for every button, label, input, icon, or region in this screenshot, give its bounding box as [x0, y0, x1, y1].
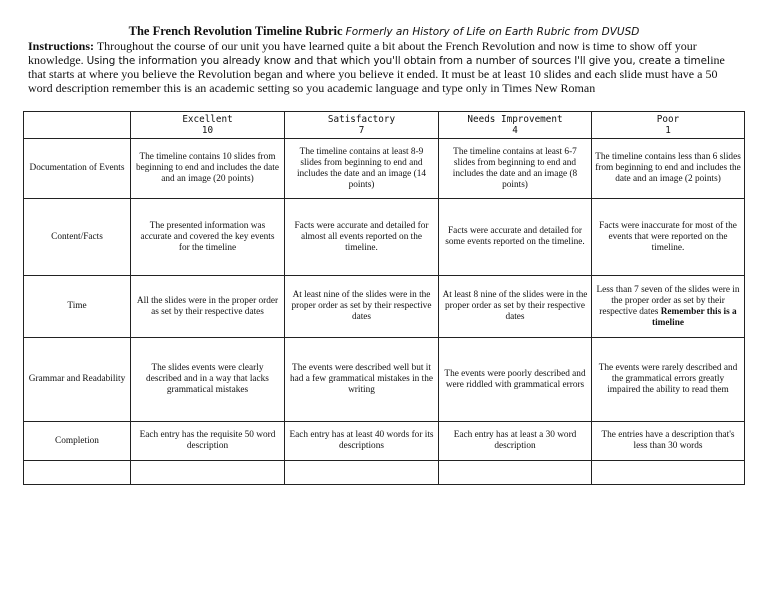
criterion-content-facts: Content/Facts [24, 199, 131, 276]
rubric-cell: Facts were inaccurate for most of the events that were reported on the timeline. [592, 199, 745, 276]
rubric-cell: Each entry has at least a 30 word description [439, 422, 592, 461]
column-label: Excellent [182, 114, 233, 125]
rubric-cell: All the slides were in the proper order as set by their respective dates [131, 276, 285, 338]
table-row [24, 139, 745, 199]
instructions-text-2: line that starts at where you believe the Revolution began and where you believe it ended. It must be at least 10 slides and each slide must have a 50 word description remember this is an academic setting so you academic language and type only in Times New Roman [28, 52, 725, 95]
column-label: Needs Improvement [467, 114, 563, 125]
rubric-cell: The timeline contains at least 8-9 slides from beginning to end and includes the date and an image (14 points) [285, 139, 439, 199]
title-line [0, 23, 768, 40]
column-label: Satisfactory [327, 114, 396, 125]
column-header-poor [592, 112, 745, 139]
rubric-cell: Each entry has at least 40 words for its descriptions [285, 422, 439, 461]
criterion-documentation: Documentation of Events [24, 139, 131, 199]
table-row [24, 422, 745, 461]
page-title: The French Revolution Timeline Rubric [128, 24, 343, 38]
table-row [24, 276, 745, 338]
instructions [28, 40, 744, 95]
table-row [24, 338, 745, 422]
column-header-excellent [131, 112, 285, 139]
rubric-cell: The events were described well but it had a few grammatical mistakes in the writing [285, 338, 439, 422]
rubric-cell: The entries have a description that's less than 30 words [592, 422, 745, 461]
rubric-cell: The timeline contains at least 6-7 slides from beginning to end and includes the date and an image (8 points) [439, 139, 592, 199]
column-points: 1 [665, 125, 671, 136]
rubric-cell: Each entry has the requisite 50 word description [131, 422, 285, 461]
instructions-label: Instructions: [28, 39, 95, 53]
rubric-table [23, 111, 745, 485]
rubric-cell: Facts were accurate and detailed for some events reported on the timeline. [439, 199, 592, 276]
empty-cell [439, 461, 592, 485]
rubric-cell: The slides events were clearly described and in a way that lacks grammatical mistakes [131, 338, 285, 422]
rubric-cell: The presented information was accurate and covered the key events for the timeline [131, 199, 285, 276]
page-subtitle: Formerly an History of Life on Earth Rubric from DVUSD [345, 26, 640, 38]
rubric-cell: At least nine of the slides were in the proper order as set by their respective dates [285, 276, 439, 338]
rubric-cell: Facts were accurate and detailed for almost all events reported on the timeline. [285, 199, 439, 276]
empty-cell [24, 461, 131, 485]
criterion-time: Time [24, 276, 131, 338]
instructions-text-1: Throughout the course of our unit you have learned quite a bit about the French Revolution and now is time to show off your knowledge. [28, 39, 697, 67]
column-label: Poor [656, 114, 680, 125]
column-points: 7 [358, 125, 365, 136]
rubric-cell-emphasis: Remember this is a timeline [651, 306, 737, 328]
column-header-satisfactory [285, 112, 439, 139]
column-header-needs-improvement [439, 112, 592, 139]
instructions-text-handwritten: Using the information you already know and that which you'll obtain from a number of sources I'll give you, create a time [86, 54, 707, 67]
rubric-cell: The events were rarely described and the grammatical errors greatly impaired the ability to read them [592, 338, 745, 422]
corner-cell [24, 112, 131, 139]
rubric-cell: The events were poorly described and were riddled with grammatical errors [439, 338, 592, 422]
header-row [24, 112, 745, 139]
column-points: 10 [201, 125, 214, 136]
criterion-completion: Completion [24, 422, 131, 461]
rubric-cell: The timeline contains 10 slides from beginning to end and includes the date and an image (20 points) [131, 139, 285, 199]
empty-cell [285, 461, 439, 485]
rubric-cell [592, 276, 745, 338]
table-row [24, 199, 745, 276]
empty-cell [592, 461, 745, 485]
rubric-cell: At least 8 nine of the slides were in the proper order as set by their respective dates [439, 276, 592, 338]
criterion-grammar: Grammar and Readability [24, 338, 131, 422]
empty-cell [131, 461, 285, 485]
column-points: 4 [512, 125, 518, 136]
empty-row [24, 461, 745, 485]
rubric-cell-text: Less than 7 seven of the slides were in the proper order as set by their respective dates [596, 284, 740, 317]
rubric-cell: The timeline contains less than 6 slides from beginning to end and includes the date and an image (2 points) [592, 139, 745, 199]
